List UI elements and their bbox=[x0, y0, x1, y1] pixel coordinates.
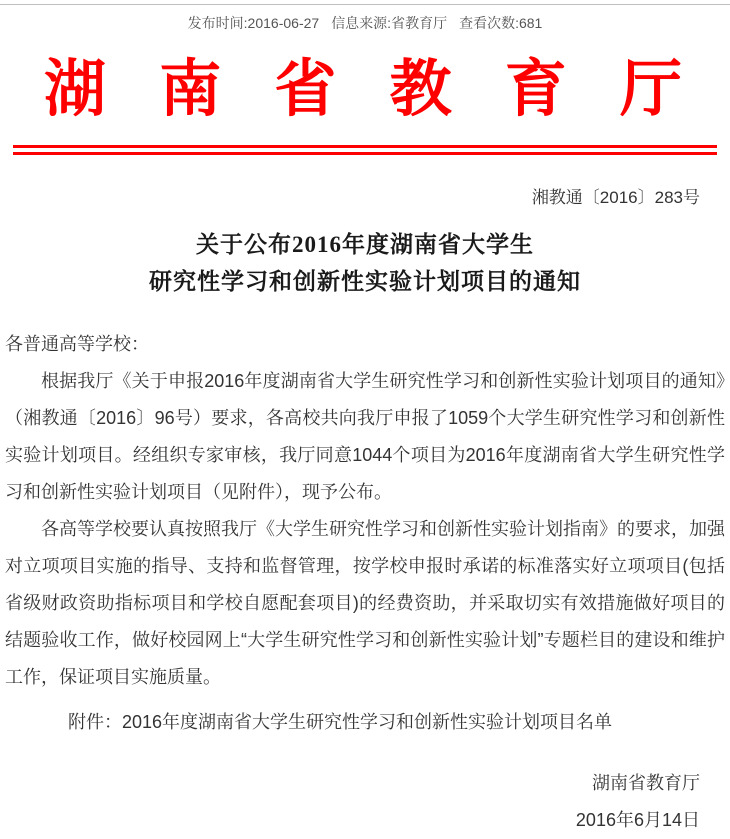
rule-thin-line bbox=[13, 152, 717, 155]
body-paragraph-1: 根据我厅《关于申报2016年度湖南省大学生研究性学习和创新性实验计划项目的通知》（湘教通〔2016〕96号）要求，各高校共向我厅申报了1059个大学生研究性学习和创新性实验计划项目。经组织专家审核，我厅同意1044个项目为2016年度湖南省大学生研究性学习和创新性实验计划项目（见附件），现予公布。 bbox=[5, 371, 725, 502]
signer-name: 湖南省教育厅 bbox=[592, 773, 700, 793]
notice-page bbox=[0, 4, 730, 830]
letterhead-title: 湖 南 省 教 育 厅 bbox=[44, 56, 682, 124]
body-paragraph-2: 各高等学校要认真按照我厅《大学生研究性学习和创新性实验计划指南》的要求，加强对立项项目实施的指导、支持和监督管理，按学校申报时承诺的标准落实好立项项目(包括省级财政资助指标项目和学校自愿配套项目)的经费资助，并采取切实有效措施做好项目的结题验收工作，做好校园网上“大学生研究性学习和创新性实验计划”专题栏目的建设和维护工作，保证项目实施质量。 bbox=[5, 519, 725, 687]
notice-body bbox=[0, 326, 730, 741]
publish-time: 发布时间:2016-06-27 bbox=[187, 15, 320, 31]
notice-title-line1: 关于公布2016年度湖南省大学生 bbox=[196, 232, 534, 257]
notice-title bbox=[0, 226, 730, 300]
meta-bar bbox=[0, 4, 730, 33]
red-double-rule bbox=[13, 145, 717, 155]
view-count: 查看次数:681 bbox=[459, 15, 543, 31]
sign-date: 2016年6月14日 bbox=[575, 810, 700, 830]
salutation: 各普通高等学校： bbox=[5, 334, 149, 354]
attachment-line: 附件：2016年度湖南省大学生研究性学习和创新性实验计划项目名单 bbox=[68, 712, 613, 732]
doc-number: 湘教通〔2016〕283号 bbox=[531, 188, 700, 207]
signature-block bbox=[0, 765, 730, 839]
notice-title-line2: 研究性学习和创新性实验计划项目的通知 bbox=[149, 269, 581, 294]
info-source: 信息来源:省教育厅 bbox=[331, 15, 448, 31]
